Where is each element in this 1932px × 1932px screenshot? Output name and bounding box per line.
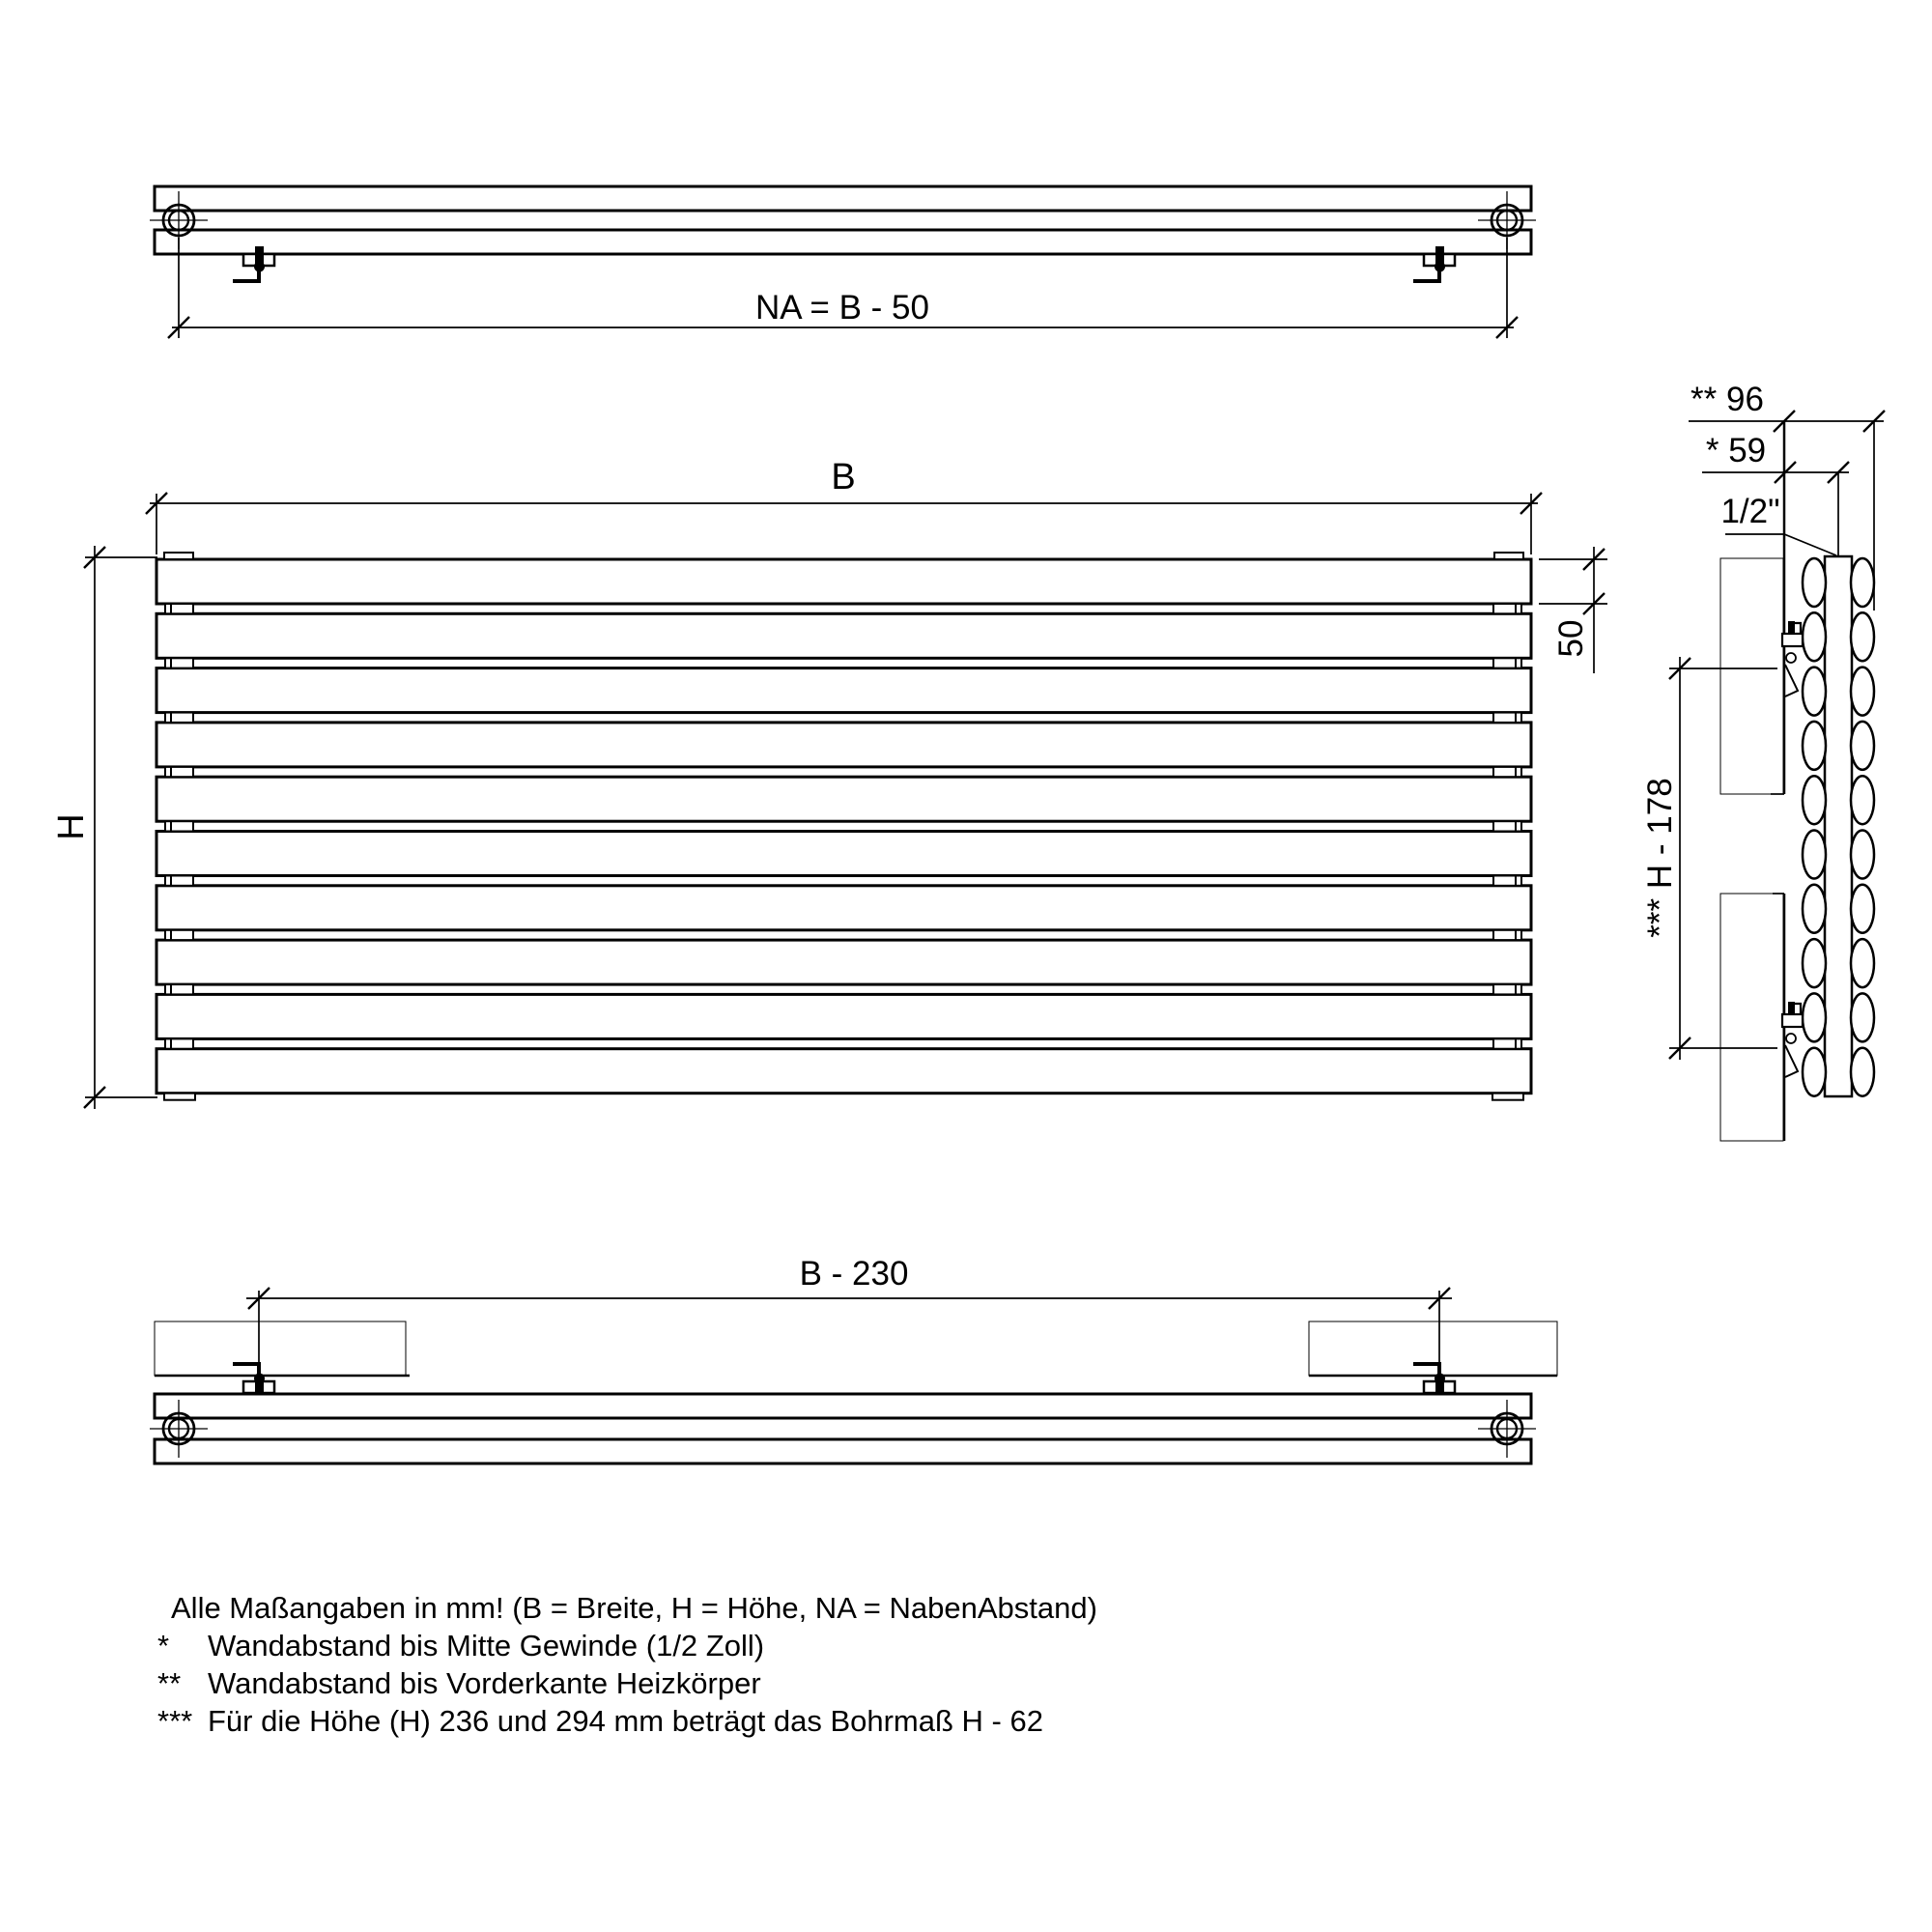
wall-hatch-bottom-right: [1309, 1321, 1557, 1376]
top-view: [150, 186, 1536, 338]
note-units: [157, 1589, 1097, 1627]
wall-bracket-bottom-right: [1413, 1364, 1455, 1397]
bottom-view-panels: [155, 1394, 1531, 1463]
wall-hatch-bottom-left: [155, 1321, 406, 1376]
note-marker: *: [157, 1629, 170, 1662]
thread-leader-line: [1725, 534, 1836, 555]
note-front-edge-distance: [157, 1664, 1097, 1702]
note-marker: **: [157, 1666, 182, 1700]
top-view-panels: [155, 186, 1531, 254]
wall-bracket-bottom-left: [233, 1364, 274, 1397]
front-view: [51, 457, 1607, 1109]
wall-distance-59-label: * 59: [1705, 432, 1767, 469]
note-text: Wandabstand bis Mitte Gewinde (1/2 Zoll): [208, 1629, 765, 1662]
b230-dimension: [246, 1255, 1452, 1381]
h-dimension-label: H: [51, 813, 92, 840]
side-view: [1641, 381, 1885, 1141]
wall-distance-59-dimension: [1702, 432, 1849, 483]
note-text: Für die Höhe (H) 236 und 294 mm beträgt das Bohrmaß H - 62: [208, 1704, 1043, 1738]
drill-height-label: *** H - 178: [1641, 778, 1679, 938]
note-marker: ***: [157, 1704, 193, 1738]
radiator-side-plate: [1825, 556, 1852, 1096]
wall-distance-96-label: ** 96: [1690, 381, 1764, 418]
note-text: Wandabstand bis Vorderkante Heizkörper: [208, 1666, 761, 1700]
note-text: Alle Maßangaben in mm! (B = Breite, H = Höhe, NA = NabenAbstand): [171, 1591, 1097, 1625]
h-dimension: [51, 546, 157, 1109]
panel-height-label: 50: [1552, 619, 1590, 658]
thread-callout: [1720, 493, 1836, 555]
wall-hatch-upper: [1720, 558, 1783, 794]
note-thread-distance: [157, 1627, 1097, 1664]
wall-distance-96-dimension: [1689, 381, 1885, 432]
panel-height-dimension: [1539, 547, 1607, 673]
note-drill-size: [157, 1702, 1097, 1740]
bottom-view: [150, 1255, 1557, 1463]
wall-hatch-lower: [1720, 894, 1783, 1141]
radiator-panels: [156, 559, 1531, 1094]
b-dimension: [146, 457, 1542, 554]
b230-dimension-label: B - 230: [799, 1255, 909, 1293]
b-dimension-label: B: [831, 457, 856, 497]
drill-height-dimension: [1641, 657, 1777, 1060]
thread-size-label: 1/2": [1720, 493, 1780, 530]
dimension-notes: [157, 1589, 1097, 1740]
na-dimension-label: NA = B - 50: [755, 289, 929, 327]
